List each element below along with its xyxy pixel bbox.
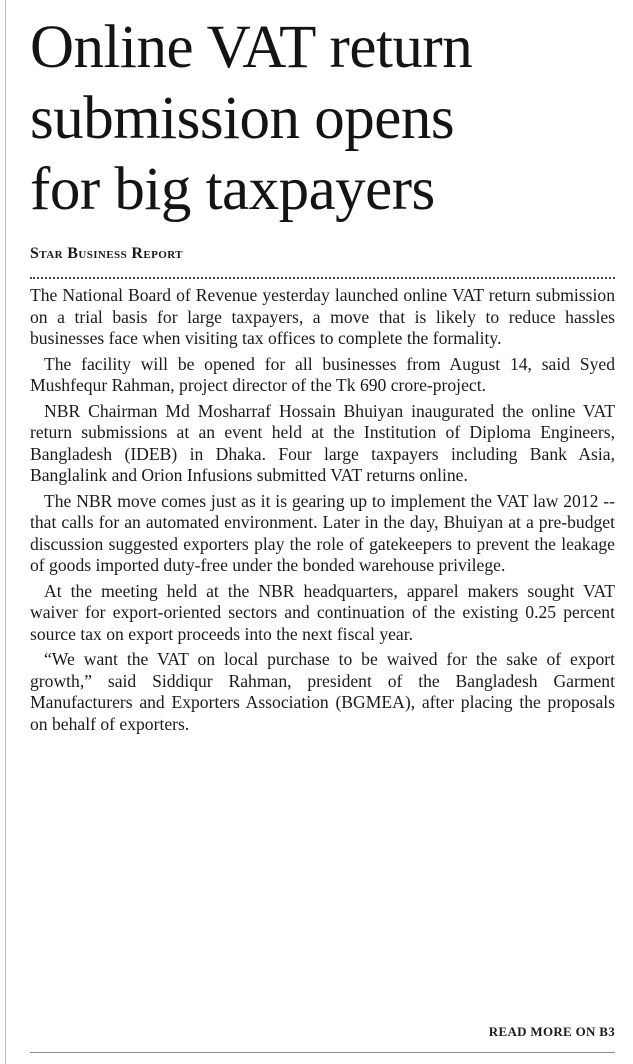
dotted-separator: [30, 277, 615, 279]
byline: Star Business Report: [30, 245, 183, 262]
paragraph: NBR Chairman Md Mosharraf Hossain Bhuiyan inaugurated the online VAT return submissions at an event held at the Institution of Diploma Engineers, Bangladesh (IDEB) in Dhaka. Four large taxpayers including Bank Asia, Banglalink and Orion Infusions submitted VAT returns online.: [30, 400, 615, 485]
headline: [30, 12, 615, 225]
read-more-link[interactable]: READ MORE ON B3: [488, 1024, 615, 1039]
headline-line: Online VAT return: [30, 14, 473, 81]
news-article: [30, 12, 615, 739]
paragraph: The facility will be opened for all businesses from August 14, said Syed Mushfequr Rahman, project director of the Tk 690 crore-project.: [30, 353, 615, 395]
paragraph: “We want the VAT on local purchase to be waived for the sake of export growth,” said Siddiqur Rahman, president of the Bangladesh Garment Manufacturers and Exporters Association (BGMEA), after placing the proposals on behalf of exporters.: [30, 649, 615, 734]
paragraph: At the meeting held at the NBR headquarters, apparel makers sought VAT waiver for export-oriented sectors and continuation of the existing 0.25 percent source tax on export proceeds into the next fiscal year.: [30, 580, 615, 644]
paragraph: The National Board of Revenue yesterday launched online VAT return submission on a trial basis for large taxpayers, a move that is likely to reduce hassles businesses face when visiting tax offices to complete the formality.: [30, 285, 615, 348]
bottom-divider: [30, 1052, 615, 1053]
paragraph: The NBR move comes just as it is gearing up to implement the VAT law 2012 -- that calls for an automated environment. Later in the day, Bhuiyan at a pre-budget discussion suggested exporters play the role of gatekeepers to prevent the leakage of goods imported duty-free under the bonded warehouse privilege.: [30, 490, 615, 575]
article-body: [30, 285, 615, 735]
headline-line: submission opens: [30, 85, 455, 152]
column-divider: [5, 0, 6, 1064]
headline-line: for big taxpayers: [30, 156, 435, 223]
